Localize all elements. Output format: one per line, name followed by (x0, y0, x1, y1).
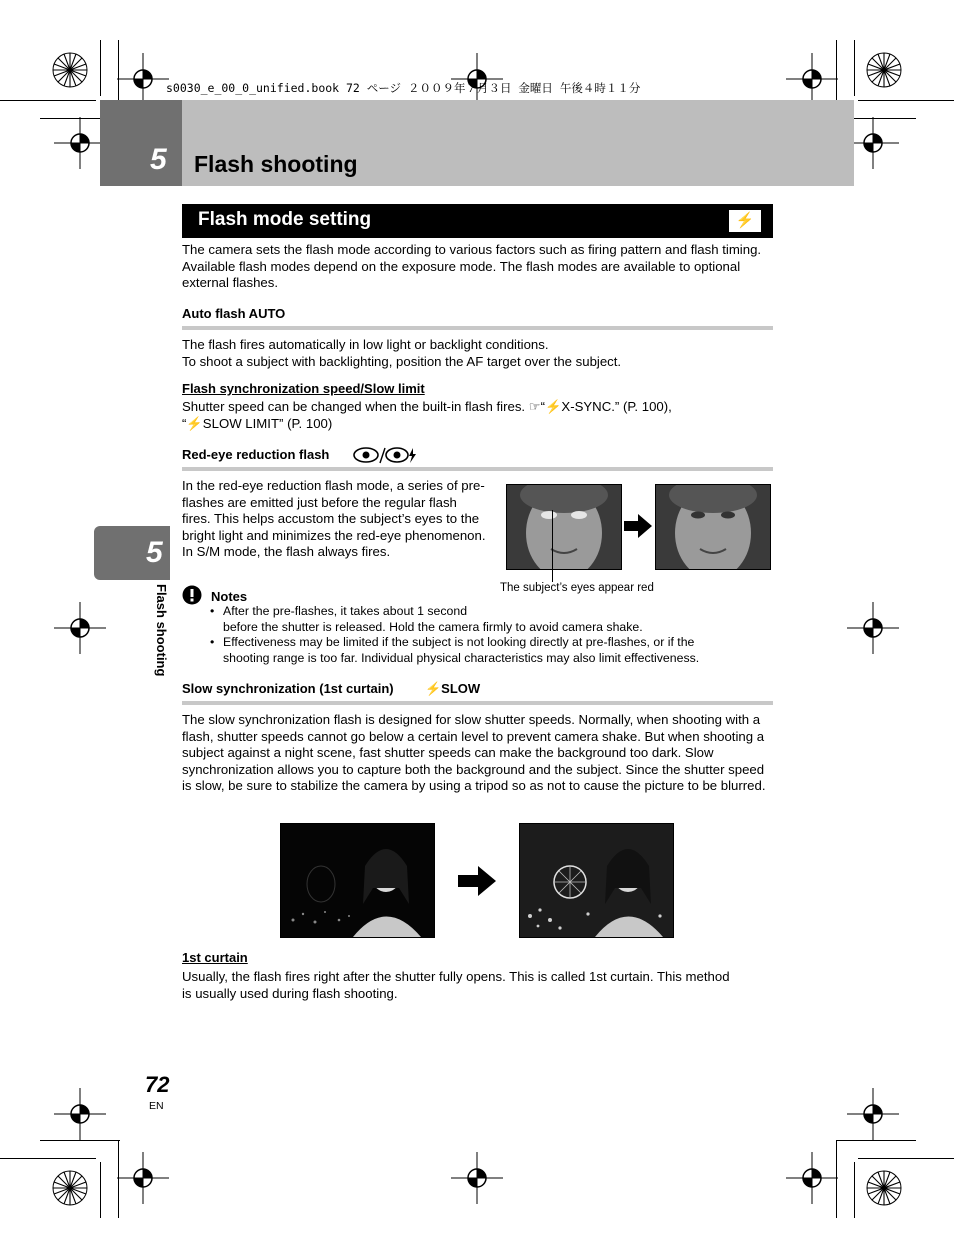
slow-sync-mode-label: ⚡SLOW (425, 681, 481, 696)
side-chapter-number: 5 (146, 536, 163, 569)
note-1-line-2: before the shutter is released. Hold the camera firmly to avoid camera shake. (223, 620, 643, 634)
sync-speed-line-2: “⚡SLOW LIMIT” (P. 100) (182, 416, 333, 431)
arrow-right-icon (458, 866, 496, 896)
red-eye-icon (352, 446, 422, 466)
slow-sync-heading: Slow synchronization (1st curtain) (182, 681, 394, 696)
note-1-line-1: After the pre-flashes, it takes about 1 second (223, 604, 468, 618)
divider (182, 467, 773, 471)
note-2-line-2: shooting range is too far. Individual physical characteristics may also limit effectiveness. (223, 651, 700, 665)
first-curtain-body: Usually, the flash fires right after the shutter fully opens. This is called 1st curtain. This method is usually used during flash shooting. (182, 969, 730, 1001)
page-number: 72 (145, 1072, 170, 1097)
caption-leader-line (552, 510, 553, 582)
arrow-right-icon (624, 514, 652, 538)
auto-flash-heading: Auto flash AUTO (182, 306, 286, 321)
red-eye-after-photo (655, 484, 771, 570)
red-eye-heading: Red-eye reduction flash (182, 447, 330, 462)
slow-sync-before-photo (280, 823, 435, 938)
red-eye-before-photo (506, 484, 622, 570)
language-code: EN (149, 1100, 164, 1112)
sync-speed-heading: Flash synchronization speed/Slow limit (182, 381, 425, 396)
slow-sync-after-photo (519, 823, 674, 938)
note-2-line-1: Effectiveness may be limited if the subject is not looking directly at pre-flashes, or if the (223, 635, 695, 649)
intro-text: The camera sets the flash mode according to various factors such as firing pattern and flash timing. Available flash modes depend on the exposure mode. The flash modes are available to optional external flashes. (182, 242, 762, 291)
divider (182, 326, 773, 330)
note-bullet: • (210, 635, 215, 649)
print-header: s0030_e_00_0_unified.book 72 ページ ２００９年７月３日 金曜日 午後４時１１分 (166, 81, 641, 95)
caution-icon (182, 585, 204, 607)
side-chapter-label: Flash shooting (154, 584, 169, 677)
slow-sync-body: The slow synchronization flash is designed for slow shutter speeds. Normally, when shooting with a flash, shutter speeds cannot go below a certain level to prevent camera shake. But when shooting a subject against a night scene, fast shutter speeds can make the background too dark. Slow synchronization allows you to capture both the background and the subject. Since the shutter speed is slow, be sure to stabilize the camera by using a tripod so as not to cause the picture to be blurred. (182, 712, 766, 794)
note-bullet: • (210, 604, 215, 618)
divider (182, 701, 773, 705)
first-curtain-heading: 1st curtain (182, 950, 248, 965)
red-eye-caption: The subject’s eyes appear red (500, 582, 654, 594)
auto-flash-line-1: The flash fires automatically in low light or backlight conditions. (182, 337, 549, 352)
chapter-number: 5 (150, 143, 167, 176)
auto-flash-line-2: To shoot a subject with backlighting, position the AF target over the subject. (182, 354, 622, 369)
red-eye-body: In the red-eye reduction flash mode, a series of pre-flashes are emitted just before the regular flash fires. This helps accustom the subject’s eyes to the bright light and minimizes the red-eye phenomenon. In S/M mode, the flash always fires. (182, 478, 486, 560)
flash-icon: ⚡ (729, 210, 761, 232)
section-bar (182, 204, 773, 238)
notes-heading: Notes (211, 589, 248, 604)
chapter-title: Flash shooting (194, 151, 358, 177)
sync-speed-line-1: Shutter speed can be changed when the built-in flash fires. ☞“⚡X-SYNC.” (P. 100), (182, 399, 672, 414)
section-title: Flash mode setting (198, 209, 372, 230)
